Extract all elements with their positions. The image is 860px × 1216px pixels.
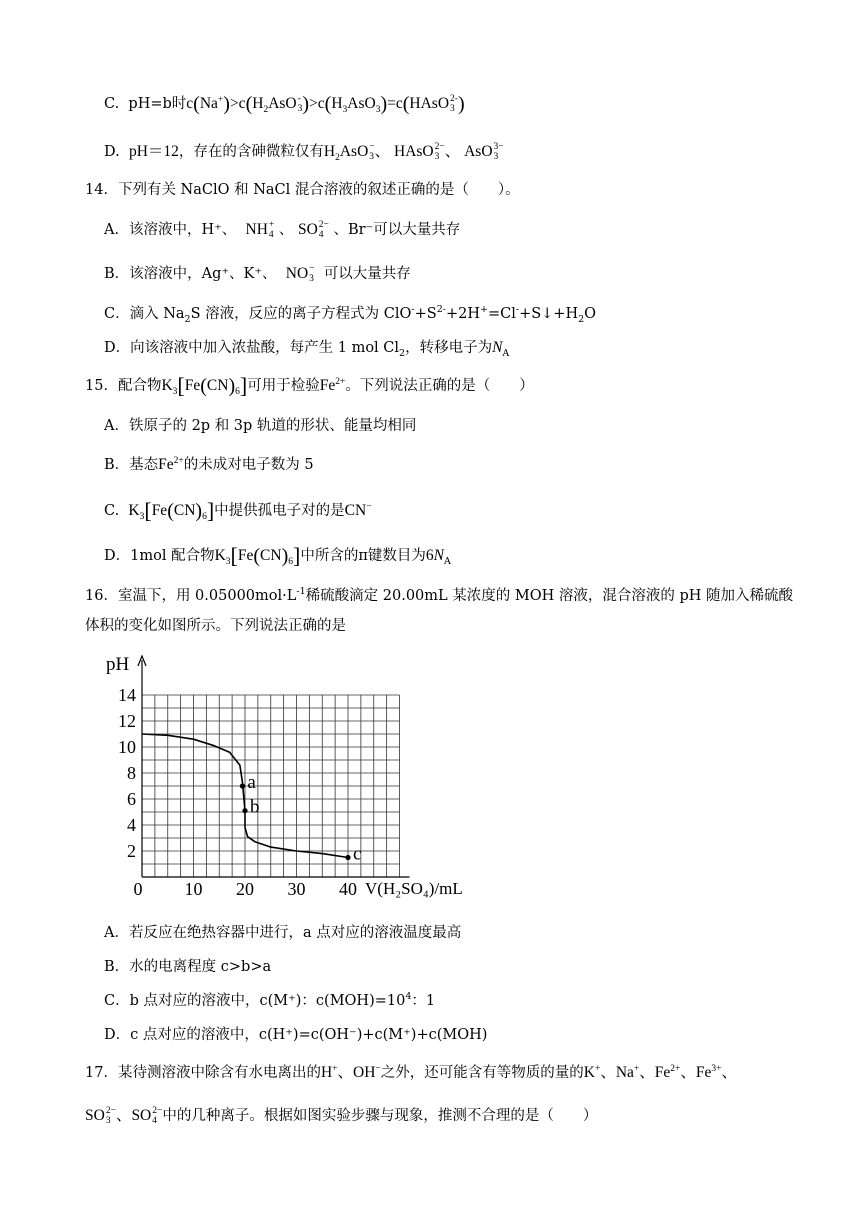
y-tick-label: 14 xyxy=(118,685,136,705)
x-tick-label: 30 xyxy=(287,879,306,899)
y-tick-label: 2 xyxy=(127,841,136,861)
point-label-b: b xyxy=(250,796,260,818)
q14-stem: 14．下列有关 NaClO 和 NaCl 混合溶液的叙述正确的是（ ）。 xyxy=(85,182,520,198)
q17-stem-line2: SO 2− 3 、SO 2− 4 中的几种离子。根据如图实验步骤与现象，推测不合理的是（ ） xyxy=(85,1106,598,1127)
q16-stem-line1: 16．室温下，用 $0.05000mol\cdot L^{-1}$稀硫酸滴定 20.00mL 某浓度的 MOH 溶液，混合溶液的 pH 随加入稀硫酸 xyxy=(85,586,794,604)
q16-option-a[interactable]: A．若反应在绝热容器中进行，a 点对应的溶液温度最高 xyxy=(104,925,462,941)
q16-option-c[interactable]: C．b 点对应的溶液中，c(M⁺)：$c(MOH)=10^4$：1 xyxy=(104,991,436,1009)
q14-option-a[interactable]: A．该溶液中，H⁺、 NH + 4 、 SO 2− 4 、Br⁻可以大量共存 xyxy=(104,220,461,241)
y-tick-label: 10 xyxy=(118,737,136,757)
q15-option-d[interactable]: D．1mol 配合物$K_3[Fe(CN)_6]$中所含的π键数目为$6N_A$ xyxy=(104,543,451,568)
q15-option-a[interactable]: A．铁原子的 2p 和 3p 轨道的形状、能量均相同 xyxy=(104,418,417,434)
q15-option-b[interactable]: B．基态$Fe^{2+}$的未成对电子数为 5 xyxy=(104,455,314,473)
data-point-c xyxy=(345,855,350,860)
chart-ticks xyxy=(118,685,357,899)
point-label-c: c xyxy=(353,843,362,865)
y-tick-label: 4 xyxy=(127,815,136,835)
ph-titration-chart xyxy=(100,652,500,902)
q15-option-c[interactable]: C. $K_3[Fe(CN)_6]$中提供孤电子对的是CN− xyxy=(104,498,372,523)
data-point-a xyxy=(240,783,245,788)
q13-option-c[interactable]: C. pH=b时$c(Na^+)>c(H_2AsO$ - 3 )$>c(H_3AsO_3)=c(HAsO$ 2- 3 ) xyxy=(104,93,465,116)
x-tick-label: 20 xyxy=(236,879,254,899)
q14-option-c[interactable]: C．滴入 $Na_2S$ 溶液，反应的离子方程式为 $ClO^-+S^{2-}+2H^+=Cl^-+S↓+H_2O$ xyxy=(104,304,597,325)
x-axis-label: V(H₂SO₄)/mL xyxy=(365,879,463,898)
q16-option-b[interactable]: B．水的电离程度 c>b>a xyxy=(104,959,272,975)
x-tick-label: 10 xyxy=(184,879,203,899)
point-label-a: a xyxy=(247,772,256,793)
q16-stem-line2: 体积的变化如图所示。下列说法正确的是 xyxy=(85,618,346,634)
q17-stem-line1: 17．某待测溶液中除含有水电离出的H+、OH−之外，还可能含有等物质的量的K+、Na+、$Fe^{2+}$、$Fe^{3+}$、 xyxy=(85,1063,738,1081)
q13-option-d[interactable]: D. pH＝12，存在的含砷微粒仅有$H_2AsO$ − 3 、 HAsO 2− 3 、 AsO 3− 3 xyxy=(104,142,504,164)
q14-option-d[interactable]: D．向该溶液中加入浓盐酸，每产生 1 mol $Cl_2$，转移电子为$N_A$ xyxy=(104,339,510,359)
y-tick-label: 12 xyxy=(118,711,136,731)
q16-option-d[interactable]: D．c 点对应的溶液中，c(H⁺)=c(OH⁻)+c(M⁺)+c(MOH) xyxy=(104,1027,488,1043)
x-tick-label: 40 xyxy=(339,879,357,899)
q14-option-b[interactable]: B．该溶液中，Ag⁺、K⁺、 NO − 3 可以大量共存 xyxy=(104,264,411,285)
y-tick-label: 8 xyxy=(127,763,136,783)
q15-stem: 15．配合物$K_3[Fe(CN)_6]$可用于检验$Fe^{2+}$。下列说法正确的是（ ） xyxy=(85,373,534,398)
data-point-b xyxy=(242,808,247,813)
formula: $c(Na^+)>c(H_2AsO$ - 3 )$>c(H_3AsO_3)=c(HAsO$ 2- 3 ) xyxy=(186,93,465,116)
y-axis-label: pH xyxy=(106,654,130,675)
chart-axes xyxy=(106,654,463,898)
x-tick-label: 0 xyxy=(133,879,143,899)
y-tick-label: 6 xyxy=(127,789,136,809)
